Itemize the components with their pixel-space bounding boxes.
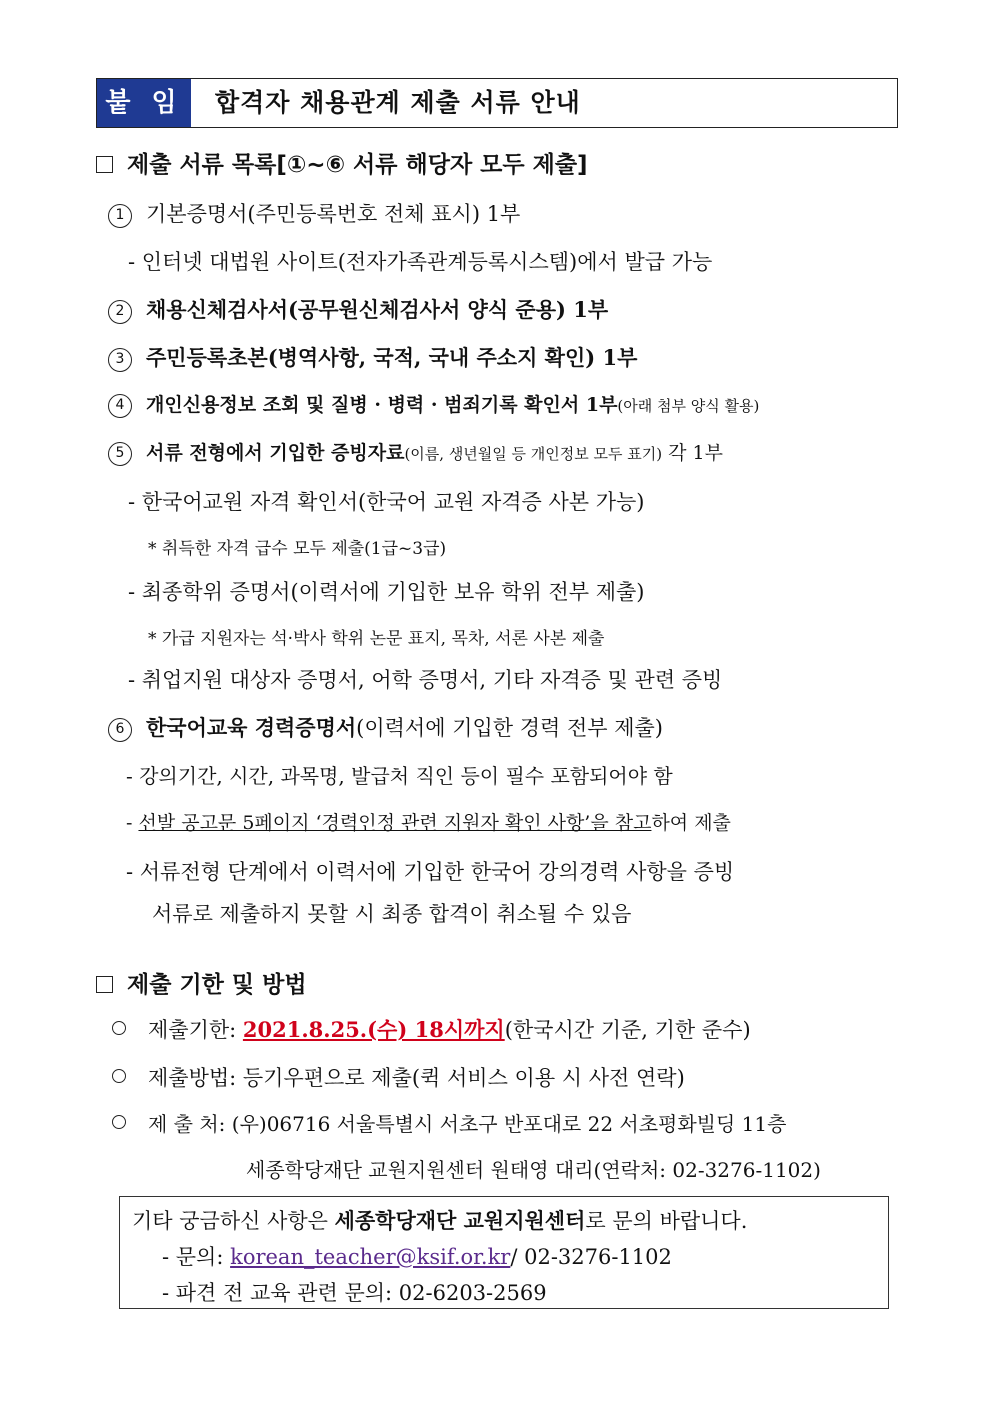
circled-number-icon: 5: [108, 442, 132, 466]
contact-line-2: [162, 1241, 672, 1271]
doc-item-5-sub-3: - 취업지원 대상자 증명서, 어학 증명서, 기타 자격증 및 관련 증빙: [128, 668, 723, 692]
doc-item-1-sub: - 인터넷 대법원 사이트(전자가족관계등록시스템)에서 발급 가능: [128, 250, 713, 274]
address-contact: 세종학당재단 교원지원센터 원태영 대리(연락처: 02-3276-1102): [246, 1158, 821, 1182]
doc-item-6: [108, 712, 663, 742]
contact-center: 세종학당재단 교원지원센터: [334, 1208, 586, 1233]
doc-item-text: 한국어교육 경력증명서: [146, 715, 357, 740]
circle-bullet-icon: [112, 1021, 126, 1035]
contact-prefix: 기타 궁금하신 사항은: [132, 1209, 335, 1233]
doc-item-6-sub-1: - 강의기간, 시간, 과목명, 발급처 직인 등이 필수 포함되어야 함: [126, 764, 673, 788]
circled-number-icon: 2: [108, 300, 132, 324]
address-row: [112, 1108, 786, 1137]
square-bullet-icon: [96, 976, 113, 993]
method-text: 제출방법: 등기우편으로 제출(퀵 서비스 이용 시 사전 연락): [148, 1066, 685, 1090]
address-text: (우)06716 서울특별시 서초구 반포대로 22 서초평화빌딩 11층: [231, 1112, 787, 1136]
notice-suffix: 하여 제출: [651, 812, 731, 834]
doc-item-5-note-2: * 가급 지원자는 석·박사 학위 논문 표지, 목차, 서론 사본 제출: [148, 629, 605, 649]
doc-item-note: (이름, 생년월일 등 개인정보 모두 표기): [404, 445, 663, 463]
underlined-notice: 선발 공고문 5페이지 ‘경력인정 관련 지원자 확인 사항’을 참고: [138, 812, 652, 834]
doc-item-text: 서류 전형에서 기입한 증빙자료: [146, 442, 405, 464]
doc-item-suffix: 각 1부: [662, 442, 724, 464]
email-link[interactable]: korean_teacher@ksif.or.kr: [230, 1245, 511, 1269]
address-label: 제 출 처:: [148, 1112, 232, 1136]
circle-bullet-icon: [112, 1115, 126, 1129]
method-row: [112, 1062, 685, 1092]
doc-item-1: [108, 198, 520, 228]
deadline-suffix: (한국시간 기준, 기한 준수): [504, 1018, 751, 1042]
circled-number-icon: 3: [108, 348, 132, 372]
section2-title-text: 제출 기한 및 방법: [127, 972, 307, 998]
circle-bullet-icon: [112, 1069, 126, 1083]
header-tag: 붙 임: [97, 79, 191, 127]
doc-item-5: [108, 438, 723, 466]
doc-item-3: [108, 342, 637, 372]
section1-title: [96, 146, 588, 179]
deadline-row: [112, 1014, 751, 1044]
doc-item-text: 주민등록초본(병역사항, 국적, 국내 주소지 확인) 1부: [146, 345, 638, 370]
circled-number-icon: 1: [108, 204, 132, 228]
section1-title-text: 제출 서류 목록[①~⑥ 서류 해당자 모두 제출]: [127, 152, 588, 178]
circled-number-icon: 4: [108, 394, 132, 418]
contact-suffix: 로 문의 바랍니다.: [585, 1209, 748, 1233]
doc-item-text: 기본증명서(주민등록번호 전체 표시) 1부: [146, 202, 521, 226]
doc-item-suffix: (이력서에 기입한 경력 전부 제출): [356, 716, 663, 740]
doc-item-6-sub-4: 서류로 제출하지 못할 시 최종 합격이 취소될 수 있음: [152, 902, 632, 926]
doc-item-text: 채용신체검사서(공무원신체검사서 양식 준용) 1부: [146, 297, 609, 322]
doc-item-6-sub-3: - 서류전형 단계에서 이력서에 기입한 한국어 강의경력 사항을 증빙: [126, 860, 735, 884]
header-box: [96, 78, 898, 128]
section2-title: [96, 966, 307, 999]
contact-line-1: [132, 1205, 747, 1235]
square-bullet-icon: [96, 156, 113, 173]
doc-item-4: [108, 390, 759, 418]
doc-item-5-sub-1: - 한국어교원 자격 확인서(한국어 교원 자격증 사본 가능): [128, 490, 645, 514]
deadline-label: 제출기한:: [148, 1018, 243, 1042]
contact-box: [119, 1196, 889, 1309]
inquiry-label: - 문의:: [162, 1245, 231, 1269]
inquiry-phone: / 02-3276-1102: [510, 1245, 672, 1269]
doc-item-5-sub-2: - 최종학위 증명서(이력서에 기입한 보유 학위 전부 제출): [128, 580, 645, 604]
deadline-value: 2021.8.25.(수) 18시까지: [242, 1017, 505, 1042]
contact-line-3: - 파견 전 교육 관련 문의: 02-6203-2569: [162, 1281, 547, 1305]
circled-number-icon: 6: [108, 718, 132, 742]
doc-item-2: [108, 294, 608, 324]
dash: -: [126, 812, 139, 834]
doc-item-6-sub-2: [126, 808, 731, 835]
doc-item-5-note-1: * 취득한 자격 급수 모두 제출(1급~3급): [148, 539, 447, 559]
doc-item-note: (아래 첨부 양식 활용): [617, 397, 760, 415]
page-title: 합격자 채용관계 제출 서류 안내: [215, 88, 581, 117]
doc-item-text: 개인신용정보 조회 및 질병 · 병력 · 범죄기록 확인서 1부: [146, 394, 618, 416]
